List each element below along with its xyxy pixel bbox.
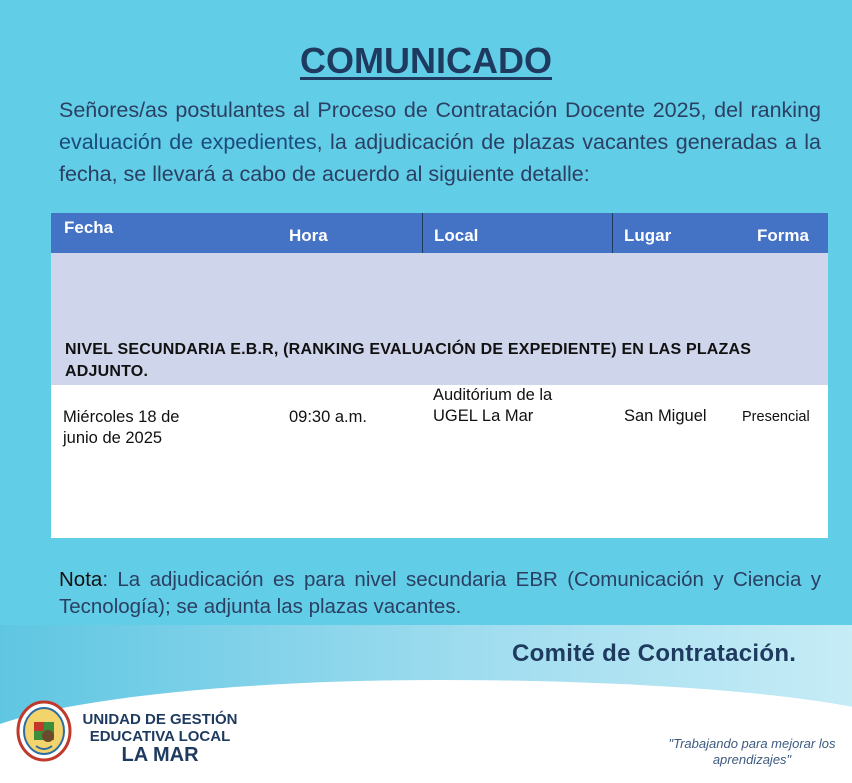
level-band [51, 253, 828, 385]
note-text: : La adjudicación es para nivel secundaria EBR (Comunicación y Ciencia y Tecnología); se adjunta las plazas vacantes. [59, 568, 821, 618]
cell-fecha: Miércoles 18 de junio de 2025 [63, 408, 180, 447]
cell-forma: Presencial [742, 409, 810, 425]
header-divider [612, 213, 613, 253]
ugel-emblem-icon [16, 700, 72, 762]
schedule-table [51, 213, 828, 538]
org-name-line1: UNIDAD DE GESTIÓN [82, 711, 238, 728]
header-local: Local [434, 226, 479, 245]
cell-lugar: San Miguel [624, 407, 707, 425]
header-lugar: Lugar [624, 226, 672, 245]
note-label: Nota [59, 568, 103, 591]
intro-paragraph [59, 94, 821, 190]
intro-text-1: Señores/as postulantes al Proceso de Contratación Docente 2025, del ranking [59, 98, 821, 122]
table-header [51, 213, 828, 253]
cell-hora: 09:30 a.m. [289, 408, 367, 426]
org-name-line3: LA MAR [121, 744, 199, 766]
committee-signature: Comité de Contratación. [512, 640, 797, 667]
intro-highlight: evaluación de expedientes [59, 130, 317, 154]
header-divider [422, 213, 423, 253]
note-paragraph [59, 566, 821, 620]
org-name-line2: EDUCATIVA LOCAL [89, 728, 231, 745]
header-hora: Hora [289, 226, 328, 245]
intro-text-2: , la adjudicación de plazas vacantes generadas a la fecha, se llevará a cabo de acuerdo al siguiente detalle: [59, 130, 822, 186]
slogan: "Trabajando para mejorar los aprendizajes" [668, 736, 836, 767]
page-title: COMUNICADO [300, 40, 552, 81]
header-fecha: Fecha [64, 218, 114, 237]
cell-local: Auditórium de la UGEL La Mar [433, 386, 553, 425]
header-forma: Forma [757, 226, 809, 245]
table-row [51, 385, 828, 538]
level-band-text: NIVEL SECUNDARIA E.B.R, (RANKING EVALUACIÓN DE EXPEDIENTE) EN LAS PLAZAS ADJUNTO. [65, 341, 752, 380]
